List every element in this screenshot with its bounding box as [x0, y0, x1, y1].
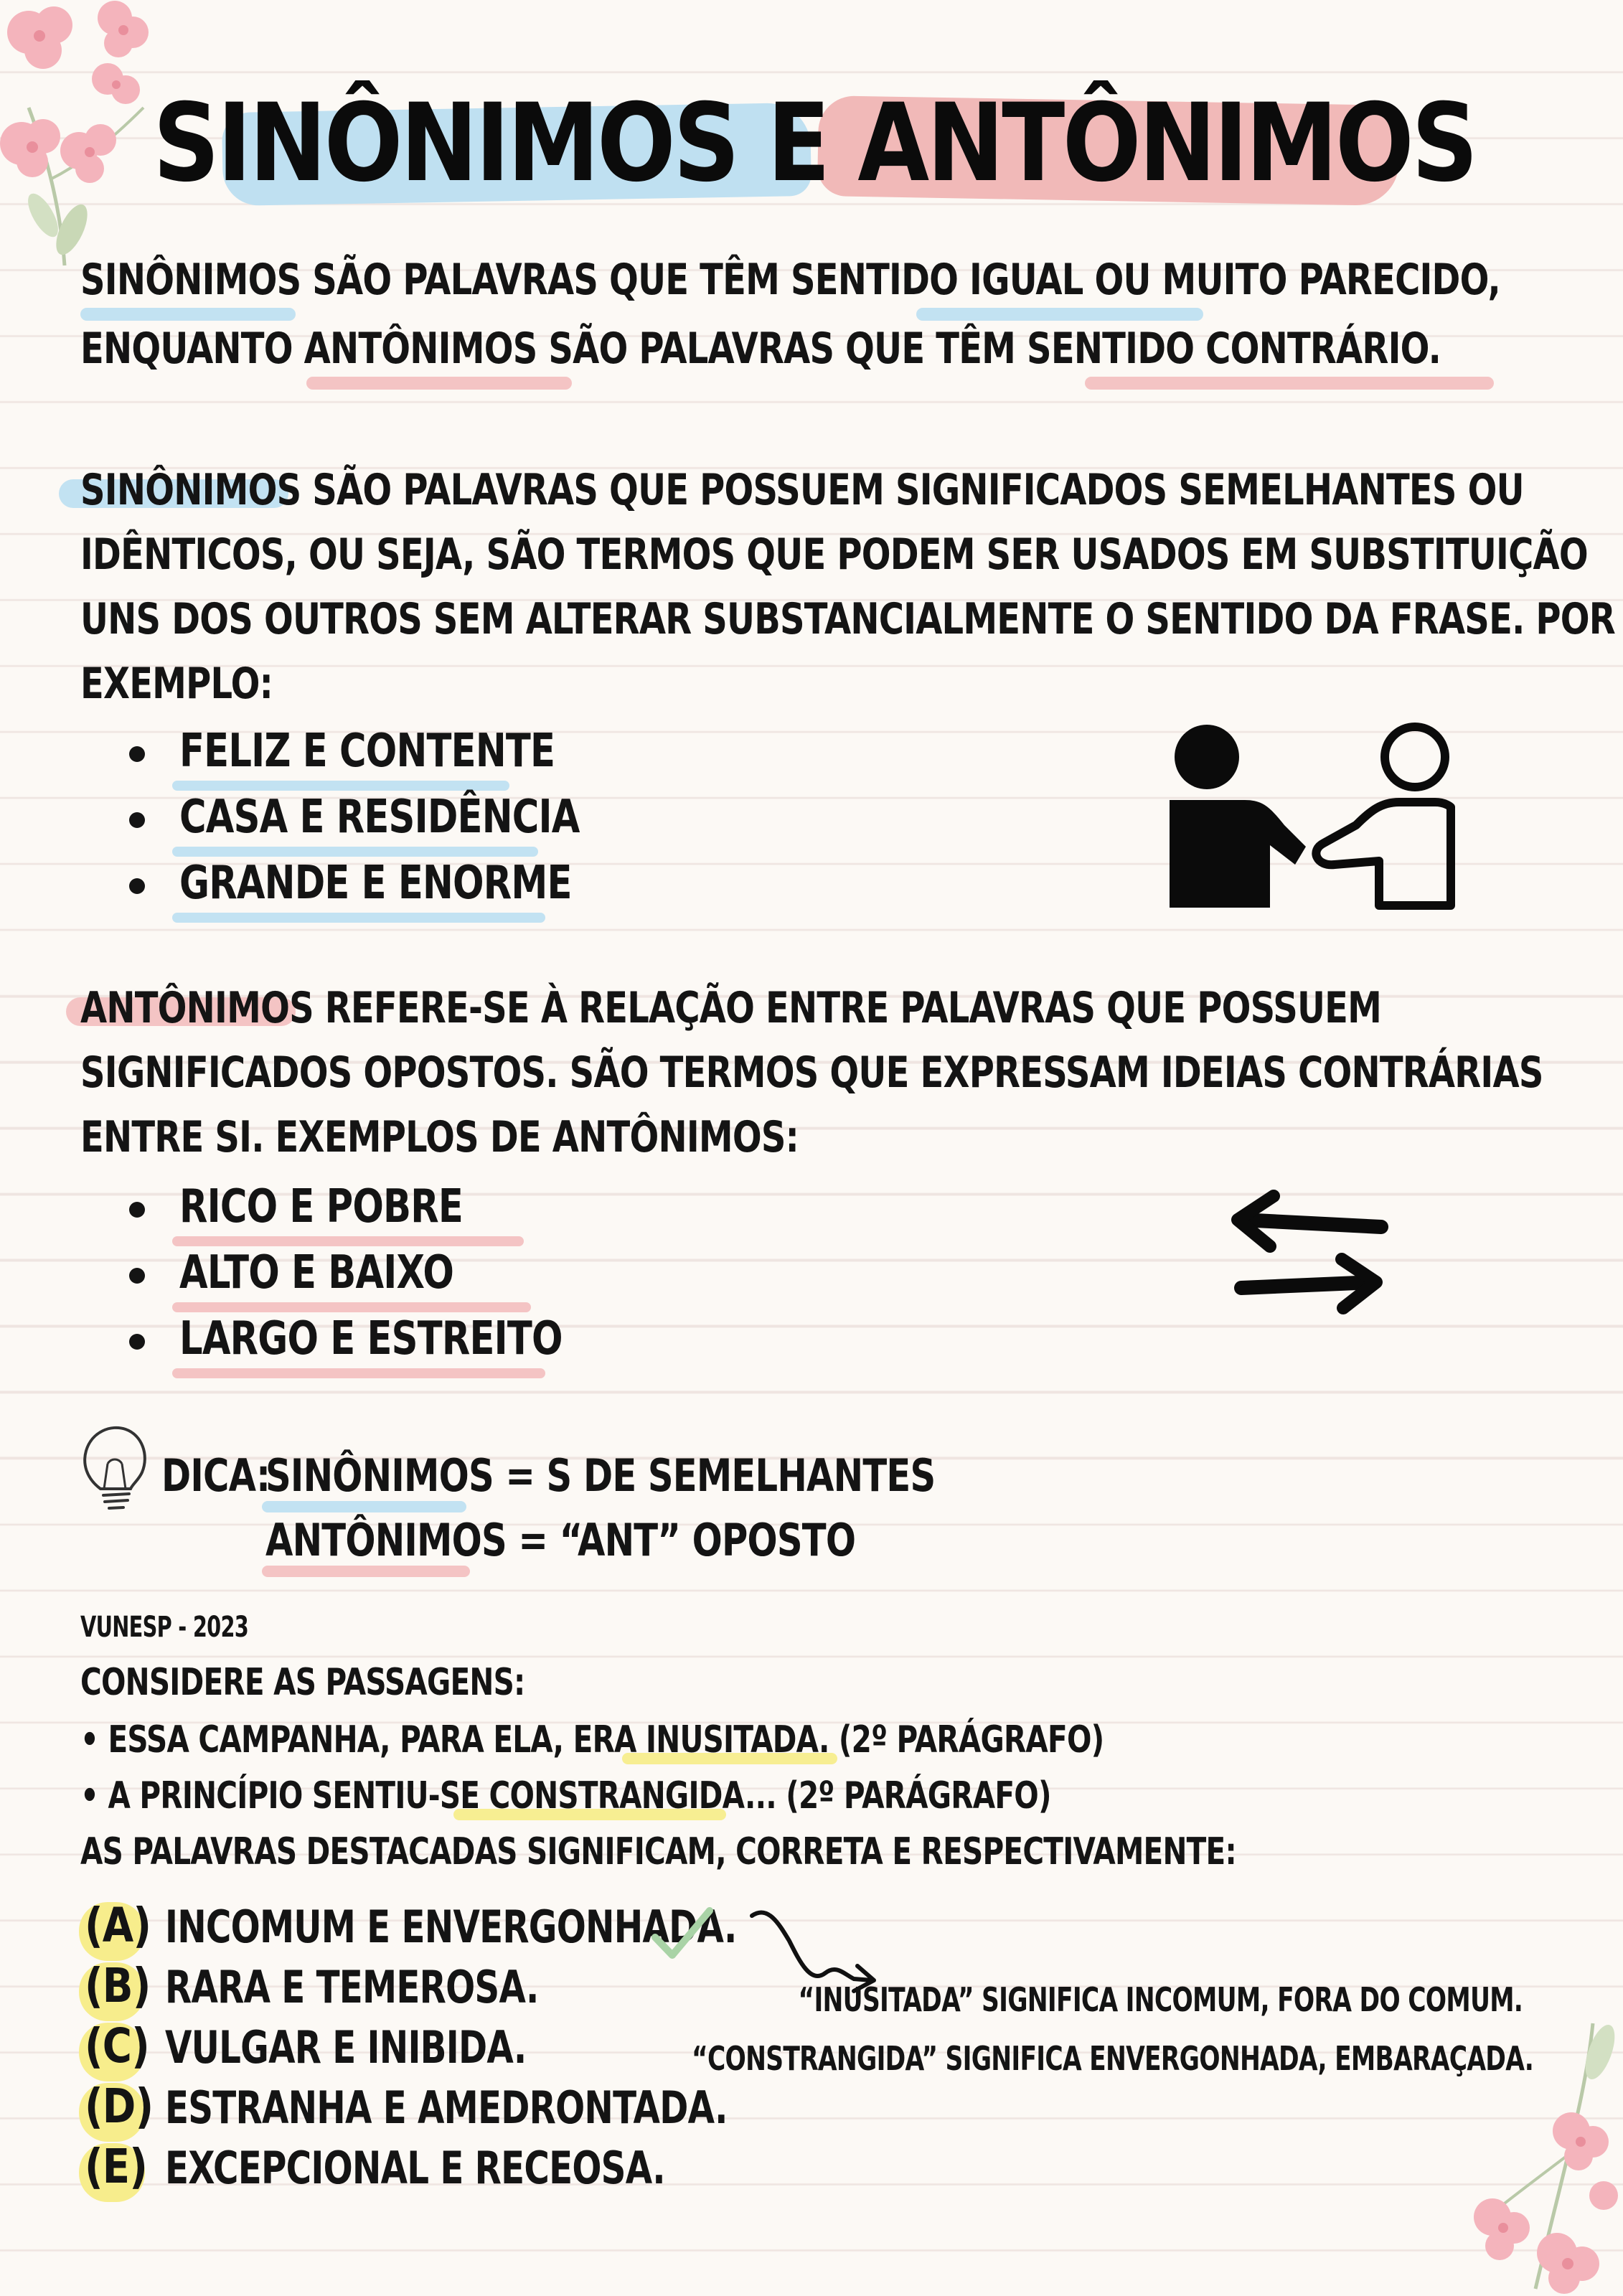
check-icon [649, 1905, 714, 1962]
tip-block [161, 1449, 1022, 1578]
option-letter: (C) [85, 2018, 149, 2074]
tip-line-2: ANTÔNIMOS = “ANT” OPOSTO [265, 1514, 856, 1566]
page-title: SINÔNIMOS E ANTÔNIMOS [153, 81, 1476, 206]
exercise-passage-1: • ESSA CAMPANHA, PARA ELA, ERA INUSITADA. (2º PARÁGRAFO) [80, 1718, 1104, 1761]
intro-line-1: SINÔNIMOS SÃO PALAVRAS QUE TÊM SENTIDO IGUAL OU MUITO PARECIDO, [80, 255, 1500, 305]
antonym-example-3: LARGO E ESTREITO [179, 1312, 563, 1365]
option-text: VULGAR E INIBIDA. [165, 2021, 527, 2074]
exercise-question: AS PALAVRAS DESTACADAS SIGNIFICAM, CORRETA E RESPECTIVAMENTE: [80, 1830, 1236, 1873]
example-highlight [172, 1368, 545, 1378]
bullet-dot [129, 1334, 145, 1350]
option-text: RARA E TEMEROSA. [165, 1961, 539, 2013]
highlight-sentido-igual [916, 308, 1203, 321]
example-highlight [172, 1236, 524, 1246]
bullet-dot [129, 746, 145, 762]
antonym-example-2: ALTO E BAIXO [179, 1246, 454, 1299]
flower-decoration-top-left [0, 0, 172, 273]
highlight-antonyms-word [306, 377, 572, 390]
example-highlight [172, 913, 545, 923]
antonyms-line-3: ENTRE SI. EXEMPLOS DE ANTÔNIMOS: [80, 1112, 799, 1162]
example-highlight [172, 1302, 531, 1312]
synonyms-line-4: EXEMPLO: [80, 659, 273, 709]
synonym-example-1: FELIZ E CONTENTE [179, 725, 555, 778]
lightbulb-icon [79, 1421, 151, 1521]
highlight-synonyms-word [80, 308, 296, 321]
title-block [153, 68, 1476, 219]
intro-paragraph [80, 255, 1500, 398]
antonyms-line-2: SIGNIFICADOS OPOSTOS. SÃO TERMOS QUE EXPRESSAM IDEIAS CONTRÁRIAS [80, 1048, 1543, 1098]
option-text: ESTRANHA E AMEDRONTADA. [165, 2081, 728, 2134]
antonym-example-1: RICO E POBRE [179, 1180, 464, 1233]
explanation-note-2: “CONSTRANGIDA” SIGNIFICA ENVERGONHADA, EMBARAÇADA. [691, 2039, 1533, 2078]
synonym-example-3: GRANDE E ENORME [179, 857, 572, 910]
bullet-dot [129, 812, 145, 828]
example-highlight [172, 781, 509, 791]
tip-highlight-antonyms [262, 1566, 470, 1577]
antonyms-paragraph [80, 983, 1543, 1198]
option-letter: (A) [85, 1898, 151, 1953]
option-text: INCOMUM E ENVERGONHADA. [165, 1901, 737, 1953]
highlight-sentido-contrario [1085, 377, 1494, 390]
bullet-dot [129, 878, 145, 894]
synonym-example-2: CASA E RESIDÊNCIA [179, 791, 580, 844]
intro-line-2: ENQUANTO ANTÔNIMOS SÃO PALAVRAS QUE TÊM SENTIDO CONTRÁRIO. [80, 324, 1441, 374]
example-highlight [172, 847, 538, 857]
exercise-block [80, 1611, 1479, 1883]
exercise-passage-2: • A PRINCÍPIO SENTIU-SE CONSTRANGIDA... (2º PARÁGRAFO) [80, 1774, 1051, 1817]
synonyms-line-2: IDÊNTICOS, OU SEJA, SÃO TERMOS QUE PODEM SER USADOS EM SUBSTITUIÇÃO [80, 530, 1588, 580]
synonyms-line-3: UNS DOS OUTROS SEM ALTERAR SUBSTANCIALMENTE O SENTIDO DA FRASE. POR [80, 594, 1615, 644]
synonyms-line-1: SINÔNIMOS SÃO PALAVRAS QUE POSSUEM SIGNIFICADOS SEMELHANTES OU [80, 465, 1524, 515]
tip-line-1: SINÔNIMOS = S DE SEMELHANTES [265, 1449, 936, 1502]
option-letter: (D) [85, 2079, 154, 2134]
explanation-note-1: “INUSITADA” SIGNIFICA INCOMUM, FORA DO COMUM. [798, 1980, 1523, 2019]
bullet-dot [129, 1202, 145, 1218]
synonyms-paragraph [80, 465, 1615, 738]
exercise-source: VUNESP - 2023 [80, 1611, 249, 1644]
tip-highlight-synonyms [262, 1501, 466, 1512]
handshake-icon [1162, 718, 1464, 911]
tip-label: DICA: [161, 1449, 270, 1502]
opposite-arrows-icon [1220, 1187, 1392, 1324]
bullet-dot [129, 1268, 145, 1284]
option-letter: (B) [85, 1958, 151, 2013]
option-letter: (E) [85, 2139, 148, 2194]
exercise-prompt: CONSIDERE AS PASSAGENS: [80, 1661, 525, 1704]
antonyms-line-1: ANTÔNIMOS REFERE-SE À RELAÇÃO ENTRE PALAVRAS QUE POSSUEM [80, 983, 1382, 1033]
option-text: EXCEPCIONAL E RECEOSA. [165, 2142, 665, 2194]
